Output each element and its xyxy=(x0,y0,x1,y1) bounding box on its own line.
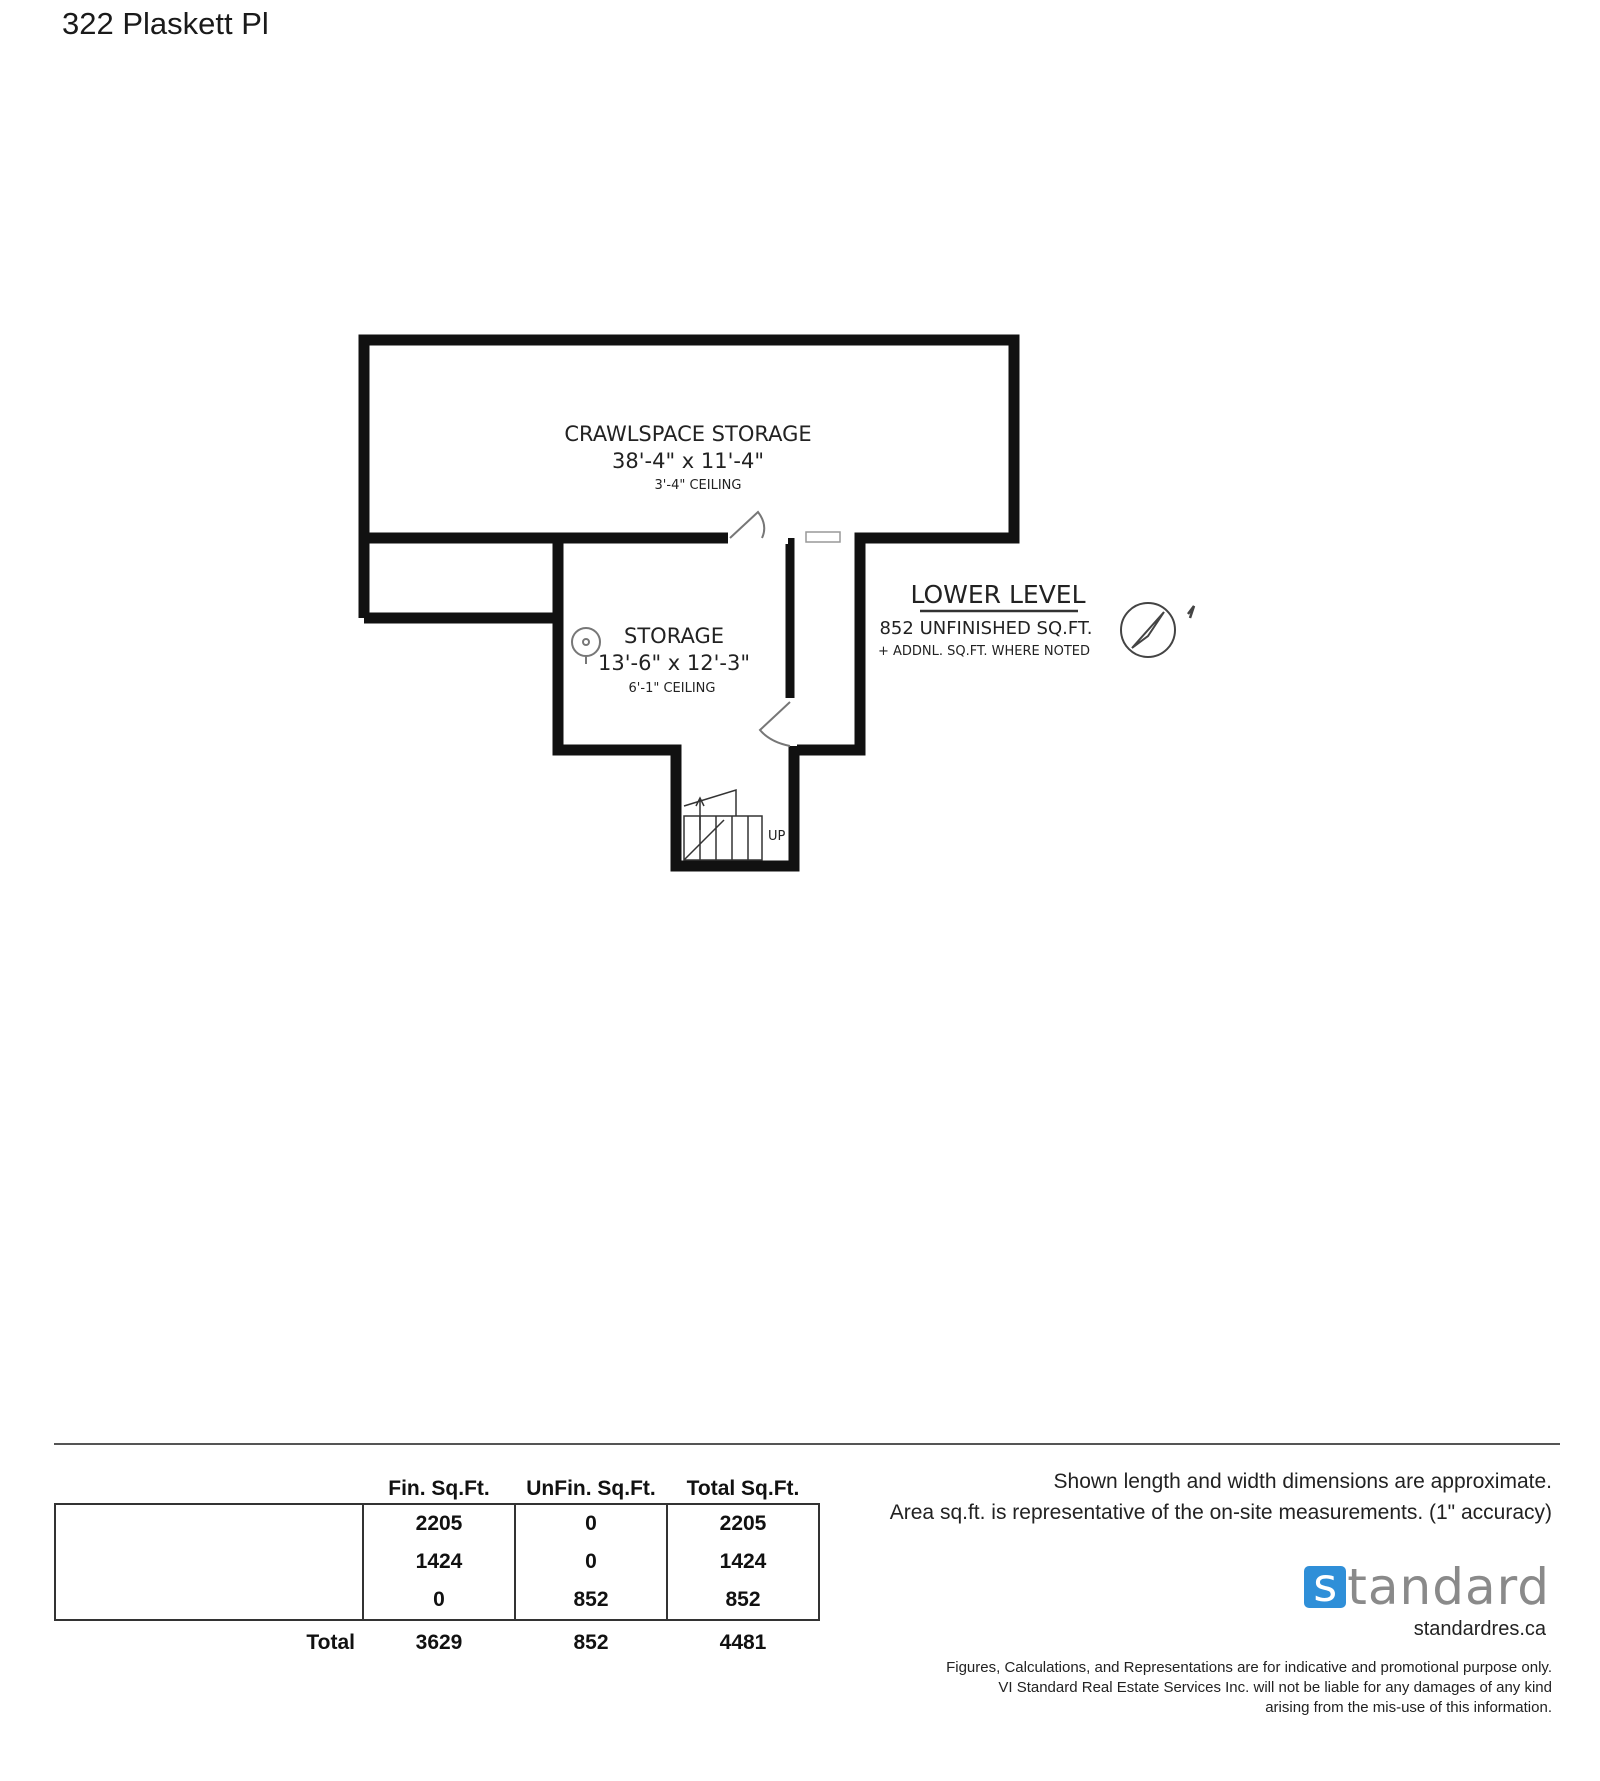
disclaimer xyxy=(946,1658,1552,1718)
row-label xyxy=(55,1504,363,1543)
brand-wordmark: tandard xyxy=(1347,1558,1550,1616)
header-finished: Fin. Sq.Ft. xyxy=(388,1477,490,1500)
disclaimer-line: Figures, Calculations, and Representations are for indicative and promotional purpose only. xyxy=(946,1659,1552,1676)
crawlspace-name: CRAWLSPACE STORAGE xyxy=(564,422,812,446)
north-arrow-icon xyxy=(1121,603,1194,657)
total-cell: 1424 xyxy=(667,1543,819,1581)
brand-logo xyxy=(1304,1558,1550,1616)
header-label xyxy=(55,1465,363,1504)
disclaimer-line: VI Standard Real Estate Services Inc. will not be liable for any damages of any kind xyxy=(998,1679,1552,1696)
header-total: Total Sq.Ft. xyxy=(686,1477,800,1500)
table-row xyxy=(55,1581,819,1620)
table-row xyxy=(55,1543,819,1581)
crawlspace-ceiling: 3'-4" CEILING xyxy=(654,478,742,493)
storage-ceiling: 6'-1" CEILING xyxy=(628,681,716,696)
storage-dimensions: 13'-6" x 12'-3" xyxy=(598,651,750,675)
level-addl: + ADDNL. SQ.FT. WHERE NOTED xyxy=(877,644,1091,659)
table-row xyxy=(55,1504,819,1543)
total-cell: 2205 xyxy=(667,1504,819,1543)
stairs-label: UP xyxy=(768,829,786,844)
total-finished: 3629 xyxy=(415,1631,463,1654)
header-unfinished: UnFin. Sq.Ft. xyxy=(526,1477,656,1500)
level-sqft: 852 UNFINISHED SQ.FT. xyxy=(879,618,1093,639)
total-label: Total xyxy=(306,1631,355,1654)
sqft-table xyxy=(54,1465,820,1665)
level-title: LOWER LEVEL xyxy=(910,580,1086,609)
water-heater-icon xyxy=(572,628,600,664)
total-row xyxy=(55,1620,819,1665)
brand-website: standardres.ca xyxy=(1413,1618,1546,1640)
property-address: 322 Plaskett Pl xyxy=(62,6,269,41)
unfinished-cell: 0 xyxy=(515,1543,667,1581)
unfinished-cell: 0 xyxy=(515,1504,667,1543)
storage-name: STORAGE xyxy=(624,624,724,648)
brand-mark: s xyxy=(1304,1566,1346,1608)
note-accuracy: Area sq.ft. is representative of the on-site measurements. (1" accuracy) xyxy=(889,1501,1552,1524)
finished-cell: 0 xyxy=(363,1581,515,1620)
stairs xyxy=(684,790,762,860)
row-label xyxy=(55,1543,363,1581)
row-label xyxy=(55,1581,363,1620)
unfinished-cell: 852 xyxy=(515,1581,667,1620)
total-cell: 852 xyxy=(667,1581,819,1620)
disclaimer-line: arising from the mis-use of this information. xyxy=(1265,1699,1552,1716)
finished-cell: 2205 xyxy=(363,1504,515,1543)
divider xyxy=(54,1443,1560,1445)
total-all: 4481 xyxy=(719,1631,767,1654)
crawlspace-dimensions: 38'-4" x 11'-4" xyxy=(612,449,764,473)
total-unfinished: 852 xyxy=(573,1631,609,1654)
note-dimensions: Shown length and width dimensions are approximate. xyxy=(1053,1470,1552,1493)
finished-cell: 1424 xyxy=(363,1543,515,1581)
